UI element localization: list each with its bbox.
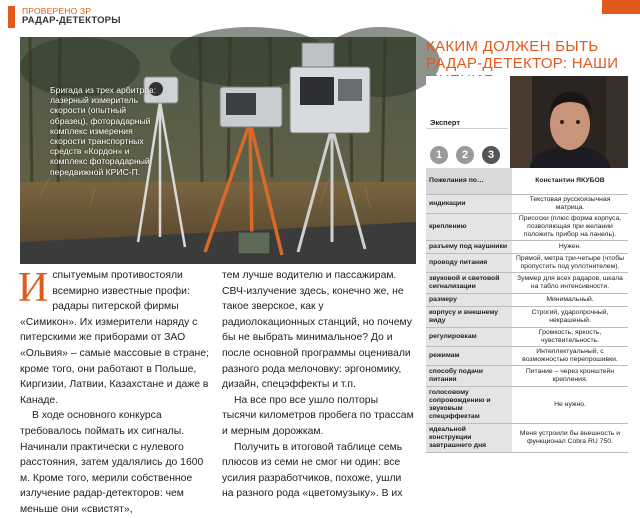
row-value: Строгий, ударопрочный, некрашеный. bbox=[512, 306, 628, 327]
row-value: Меня устроили бы внешность и функционал Cobra RU 750. bbox=[512, 423, 628, 452]
row-value: Прямой, метра три-четыре (чтобы пропустить под уплотнителем). bbox=[512, 253, 628, 272]
divider bbox=[426, 128, 508, 129]
photo-caption: Бригада из трех арбитров: лазерный измеритель скорости (опытный образец), фоторадарный комплекс измерения скорости транспортных средств «Кордон» и комплекс фоторадарный передвижной КРИС-П. bbox=[50, 85, 156, 177]
test-site-photo bbox=[20, 37, 416, 264]
row-key: идеальной конструкции завтрашнего дня bbox=[426, 423, 512, 452]
column-header-wishes: Пожелания по… bbox=[426, 168, 512, 194]
row-key: проводу питания bbox=[426, 253, 512, 272]
row-key: корпусу и внешнему виду bbox=[426, 306, 512, 327]
sidebar-title: КАКИМ ДОЛЖЕН БЫТЬ РАДАР-ДЕТЕКТОР: НАШИ bbox=[426, 38, 619, 72]
section-title: РАДАР-ДЕТЕКТОРЫ bbox=[22, 15, 121, 26]
row-value: Громкость, яркость, чувствительность. bbox=[512, 327, 628, 346]
column-header-expert: Константин ЯКУБОВ bbox=[512, 168, 628, 194]
page-corner-tab bbox=[602, 0, 640, 14]
row-key: режимам bbox=[426, 346, 512, 365]
row-key: звуковой и световой сигнализации bbox=[426, 272, 512, 293]
table-row bbox=[426, 423, 628, 452]
section-kicker: ПРОВЕРЕНО ЗР bbox=[22, 6, 92, 16]
table-row bbox=[426, 346, 628, 365]
expert-label: Эксперт bbox=[430, 118, 461, 127]
row-key: способу подачи питания bbox=[426, 365, 512, 386]
table-row bbox=[426, 213, 628, 240]
row-value: Текстовая русскоязычная матрица. bbox=[512, 194, 628, 213]
table-row bbox=[426, 253, 628, 272]
row-value: Присоски (плюс форма корпуса, позволяющая при желании положить прибор на панель). bbox=[512, 213, 628, 240]
row-key: регулировкам bbox=[426, 327, 512, 346]
wishes-table bbox=[426, 168, 628, 453]
row-key: разъему под наушники bbox=[426, 240, 512, 253]
row-value: Питание – через кронштейн крепления. bbox=[512, 365, 628, 386]
article-paragraph: На все про все ушло полторы тысячи километров пробега по трассам и мерным дорожкам. bbox=[222, 394, 414, 437]
expert-portrait bbox=[510, 76, 628, 168]
row-value: Минимальный. bbox=[512, 293, 628, 306]
table-row bbox=[426, 365, 628, 386]
row-key: креплению bbox=[426, 213, 512, 240]
table-row bbox=[426, 194, 628, 213]
table-row bbox=[426, 327, 628, 346]
table-row bbox=[426, 272, 628, 293]
row-key: индикации bbox=[426, 194, 512, 213]
row-value: Нужен. bbox=[512, 240, 628, 253]
expert-number-1: 1 bbox=[430, 146, 448, 164]
portrait-illustration bbox=[510, 76, 628, 168]
expert-number-2: 2 bbox=[456, 146, 474, 164]
article-paragraph: Получить в итоговой таблице семь плюсов из семи не смог ни один: все усилия разработчиков, похоже, ушли на разного рода «цветомузыку». В их bbox=[222, 441, 403, 500]
page-header bbox=[0, 0, 640, 36]
row-value: Интеллектуальный, с возможностью перепрошивки. bbox=[512, 346, 628, 365]
table-row bbox=[426, 293, 628, 306]
table-row bbox=[426, 240, 628, 253]
article-paragraph: тем лучше водителю и пассажирам. СВЧ-излучение здесь, конечно же, не такое зверское, как у радиолокационных станций, но почему бы не выбрать минимальное? До и после основной программы оценивали разного рода мелочовку: эргономику, дизайн, спецэффекты и т.п. bbox=[222, 270, 412, 391]
expert-number-3: 3 bbox=[482, 146, 500, 164]
article-column-1 bbox=[18, 265, 216, 518]
article-column-2 bbox=[222, 268, 414, 502]
row-value: Зуммер для всех радаров, шкала на табло интенсивности. bbox=[512, 272, 628, 293]
drop-cap: И bbox=[18, 265, 49, 311]
row-key: голосовому сопровождению и звуковым спецэффектам bbox=[426, 386, 512, 423]
table-row bbox=[426, 386, 628, 423]
table-header-row bbox=[426, 168, 628, 194]
section-marker bbox=[8, 6, 15, 28]
table-row bbox=[426, 306, 628, 327]
article-paragraph: В ходе основного конкурса требовалось поймать их сигналы. Начинали практически с нулевого расстояния, затем удалялись до 1600 м. Кроме того, мерили собственное излучение радар-детекторов: чем меньше они «свистят», bbox=[20, 410, 204, 515]
article-paragraph: спытуемым противостояли всемирно известные профи: радары питерской фирмы «Симикон». Их измерители наряду с питерскими же приборами от ЗАО «Ольвия» – самые массовые в стране; кроме того, они работают в Польше, Киргизии, Латвии, Казахстане и даже в Канаде. bbox=[20, 270, 209, 406]
row-key: размеру bbox=[426, 293, 512, 306]
row-value: Не нужно. bbox=[512, 386, 628, 423]
